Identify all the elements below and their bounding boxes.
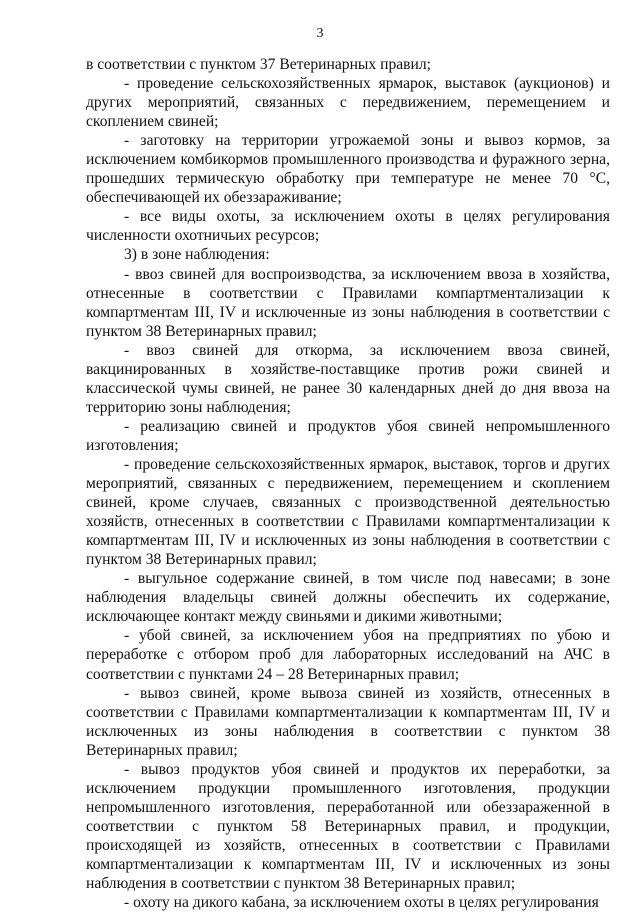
list-item: - выгульное содержание свиней, в том числе под навесами; в зоне наблюдения владельцы свиней должны обеспечить их содержание, исключающее контакт между свиньями и дикими животными; — [86, 570, 610, 626]
document-body — [86, 55, 610, 912]
section-heading: 3) в зоне наблюдения: — [124, 246, 270, 264]
list-item: - реализацию свиней и продуктов убоя свиней непромышленного изготовления; — [86, 417, 610, 454]
list-item: - проведение сельскохозяйственных ярмарок, выставок (аукционов) и других мероприятий, связанных с передвижением, перемещением и скоплением свиней; — [86, 75, 610, 131]
list-item: - все виды охоты, за исключением охоты в целях регулирования численности охотничьих ресурсов; — [86, 208, 610, 245]
list-item: - убой свиней, за исключением убоя на предприятиях по убою и переработке с отбором проб для лабораторных исследований на АЧС в соответствии с пунктами 24 – 28 Ветеринарных правил; — [86, 627, 610, 683]
list-item: - охоту на дикого кабана, за исключением охоты в целях регулирования — [124, 894, 599, 912]
paragraph: в соответствии с пунктом 37 Ветеринарных правил; — [86, 56, 431, 73]
list-item: - вывоз продуктов убоя свиней и продуктов их переработки, за исключением продукции промышленного изготовления, продукции непромышленного изготовления, переработанной или обеззараженной в соответствии с пунктом 58 Ветеринарных правил, и продукции, происходящей из хозяйств, отнесенных в соответствии с Правилами компартментализации к компартментам III, IV и исключенных из зоны наблюдения в соответствии с пунктом 38 Ветеринарных правил; — [86, 760, 610, 893]
list-item: - заготовку на территории угрожаемой зоны и вывоз кормов, за исключением комбикормов промышленного производства и фуражного зерна, прошедших термическую обработку при температуре не менее 70 °С, обеспечивающей их обеззараживание; — [86, 132, 610, 207]
page-number: 3 — [316, 26, 324, 41]
list-item: - ввоз свиней для воспроизводства, за исключением ввоза в хозяйства, отнесенные в соответствии с Правилами компартментализации к компартментам III, IV и исключенные из зоны наблюдения в соответствии с пунктом 38 Ветеринарных правил; — [86, 265, 610, 340]
list-item: - вывоз свиней, кроме вывоза свиней из хозяйств, отнесенных в соответствии с Правилами компартментализации к компартментам III, IV и исключенных из зоны наблюдения в соответствии с пунктом 38 Ветеринарных правил; — [86, 684, 610, 759]
list-item: - ввоз свиней для откорма, за исключением ввоза свиней, вакцинированных в хозяйстве-поставщике против рожи свиней и классической чумы свиней, не ранее 30 календарных дней до дня ввоза на территорию зоны наблюдения; — [86, 341, 610, 416]
list-item: - проведение сельскохозяйственных ярмарок, выставок, торгов и других мероприятий, связанных с передвижением, перемещением и скоплением свиней, кроме случаев, связанных с производственной деятельностью хозяйств, отнесенных в соответствии с Правилами компартментализации к компартментам III, IV и исключенных из зоны наблюдения в соответствии с пунктом 38 Ветеринарных правил; — [86, 455, 610, 569]
